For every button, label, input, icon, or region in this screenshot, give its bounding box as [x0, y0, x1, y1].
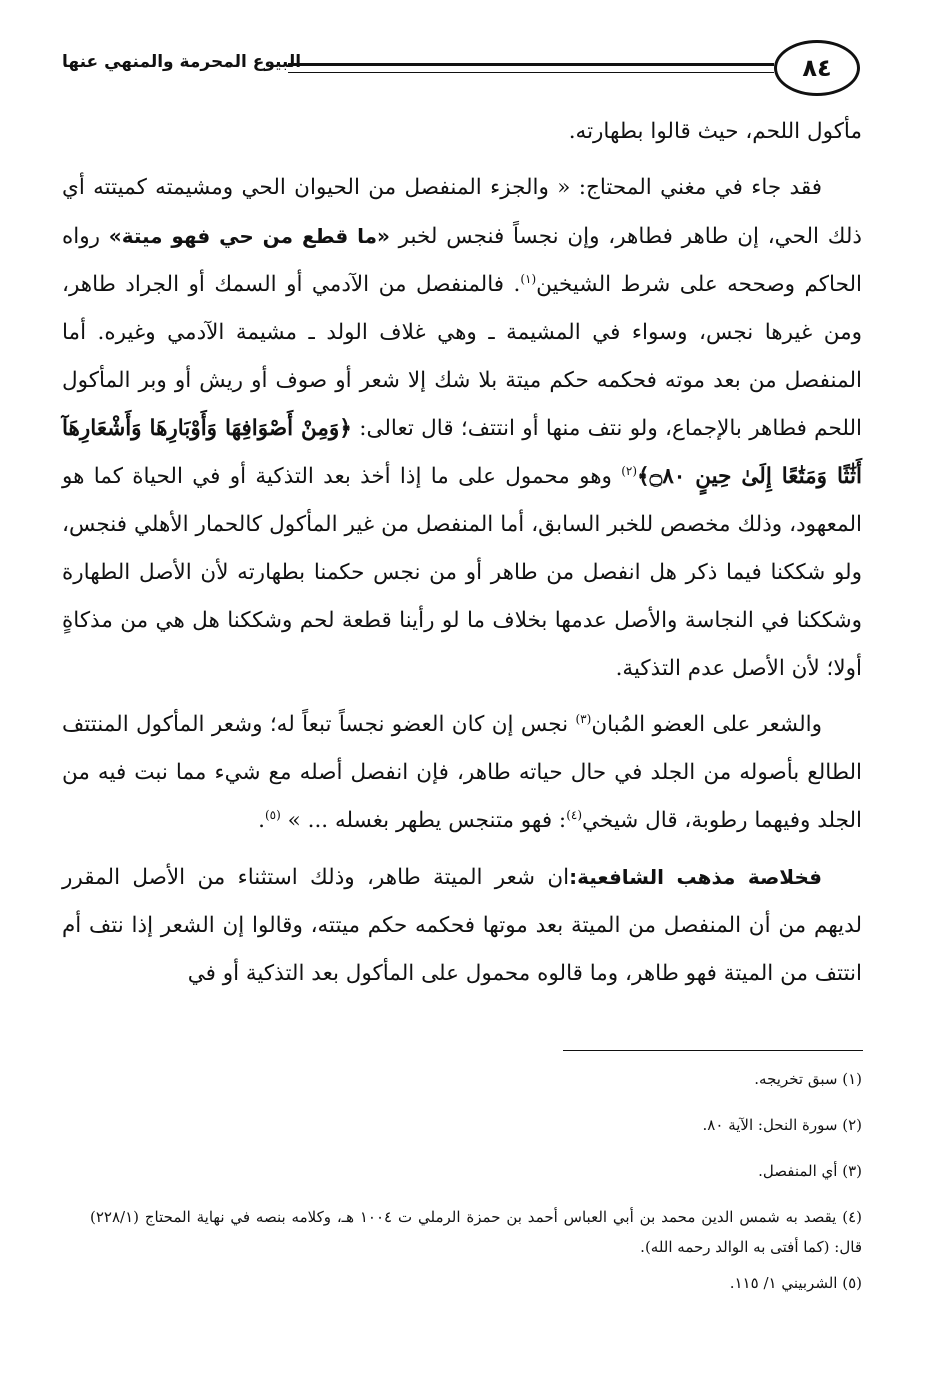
quran-verse: ﴿وَمِنْ أَصْوَافِهَا وَأَوْبَارِهَا وَأَشْعَارِهَآ أَثَٰثًا وَمَتَٰعًا إِلَىٰ حِينٍ ۝٨٠﴾: [62, 416, 862, 489]
paragraph-3: والشعر على العضو المُبان$^{(٣)}$ نجس إن كان العضو نجساً تبعاً له؛ وشعر المأكول المنتتف الطالع بأصوله من الجلد في حال حياته طاهر، فإن انفصل أصله مع شيء مما نبت فيه من الجلد وفيهما رطوبة، قال شيخي$^{(٤)}$: فهو متنجس يطهر بغسله ... » $^{(٥)}$.: [62, 711, 862, 833]
page-header: [62, 38, 862, 98]
footnote-1: (١) سبق تخريجه.: [754, 1070, 862, 1088]
main-text: [62, 108, 862, 1006]
footnote-5: (٥) الشربيني ١/ ١١٥.: [729, 1274, 862, 1292]
running-title: البيوع المحرمة والمنهي عنها: [62, 52, 302, 72]
footnote-ref-5: (٥): [264, 807, 281, 822]
summary-heading: فخلاصة مذهب الشافعية:: [569, 865, 823, 889]
footnotes: [90, 1064, 862, 1314]
footnote-2: (٢) سورة النحل: الآية ٨٠.: [702, 1116, 862, 1134]
footnote-separator: [563, 1050, 863, 1051]
paragraph-4: فخلاصة مذهب الشافعية:ان شعر الميتة طاهر، وذلك استثناء من الأصل المقرر لديهم من أن المنفصل من الميتة بعد موتها فحكمه حكم ميتته، وقالوا إن الشعر إذا نتف أم انتتف من الميتة فهو طاهر، وما قالوه محمول على المأكول بعد التذكية أو في: [62, 865, 862, 986]
paragraph-2: فقد جاء في مغني المحتاج: « والجزء المنفصل من الحيوان الحي ومشيمته كميتته أي ذلك الحي، إن طاهر فطاهر، وإن نجساً فنجس لخبر «ما قطع من حي فهو ميتة» رواه الحاكم وصححه على شرط الشيخين$^{(١)}$. فالمنفصل من الآدمي أو السمك أو الجراد طاهر، ومن غيرها نجس، وسواء في المشيمة ـ وهي غلاف الولد ـ مشيمة الآدمي وغيره. أما المنفصل من بعد موته فحكمه حكم ميتة بلا شك إلا شعر أو صوف أو ريش أو وبر المأكول اللحم فطاهر بالإجماع، ولو نتف منها أو انتتف؛ قال تعالى: ﴿وَمِنْ أَصْوَافِهَا وَأَوْبَارِهَا وَأَشْعَارِهَآ أَثَٰثًا وَمَتَٰعًا إِلَىٰ حِينٍ ۝٨٠﴾$^{(٢)}$ وهو محمول على ما إذا أخذ بعد التذكية أو في الحياة كما هو المعهود، وذلك مخصص للخبر السابق، أما المنفصل من غير المأكول كالحمار الأهلي فنجس، ولو شككنا فيما ذكر هل انفصل من طاهر أو من نجس حكمنا بطهارته لأن الأصل الطهارة وشككنا في النجاسة والأصل عدمها بخلاف ما لو رأينا قطعة لحم وشككنا هل هي من مذكاةٍ أولا؛ لأن الأصل عدم التذكية.: [62, 175, 863, 681]
header-rule: [288, 63, 774, 73]
footnote-ref-3: (٣): [575, 711, 592, 726]
footnote-ref-1: (١): [520, 271, 537, 286]
footnote-4: (٤) يقصد به شمس الدين محمد بن أبي العباس أحمد بن حمزة الرملي ت ١٠٠٤ هـ، وكلامه بنصه في نهاية المحتاج (٢٢٨/١) قال: (كما أفتى به الوالد رحمه الله).: [90, 1208, 862, 1256]
footnote-ref-4: (٤): [566, 807, 583, 822]
footnote-ref-2: (٢): [621, 463, 638, 478]
footnote-3: (٣) أي المنفصل.: [758, 1162, 862, 1180]
page-number: ٨٤: [774, 40, 860, 96]
hadith-quote: «ما قطع من حي فهو ميتة»: [108, 224, 390, 248]
paragraph-1: مأكول اللحم، حيث قالوا بطهارته.: [568, 119, 862, 144]
